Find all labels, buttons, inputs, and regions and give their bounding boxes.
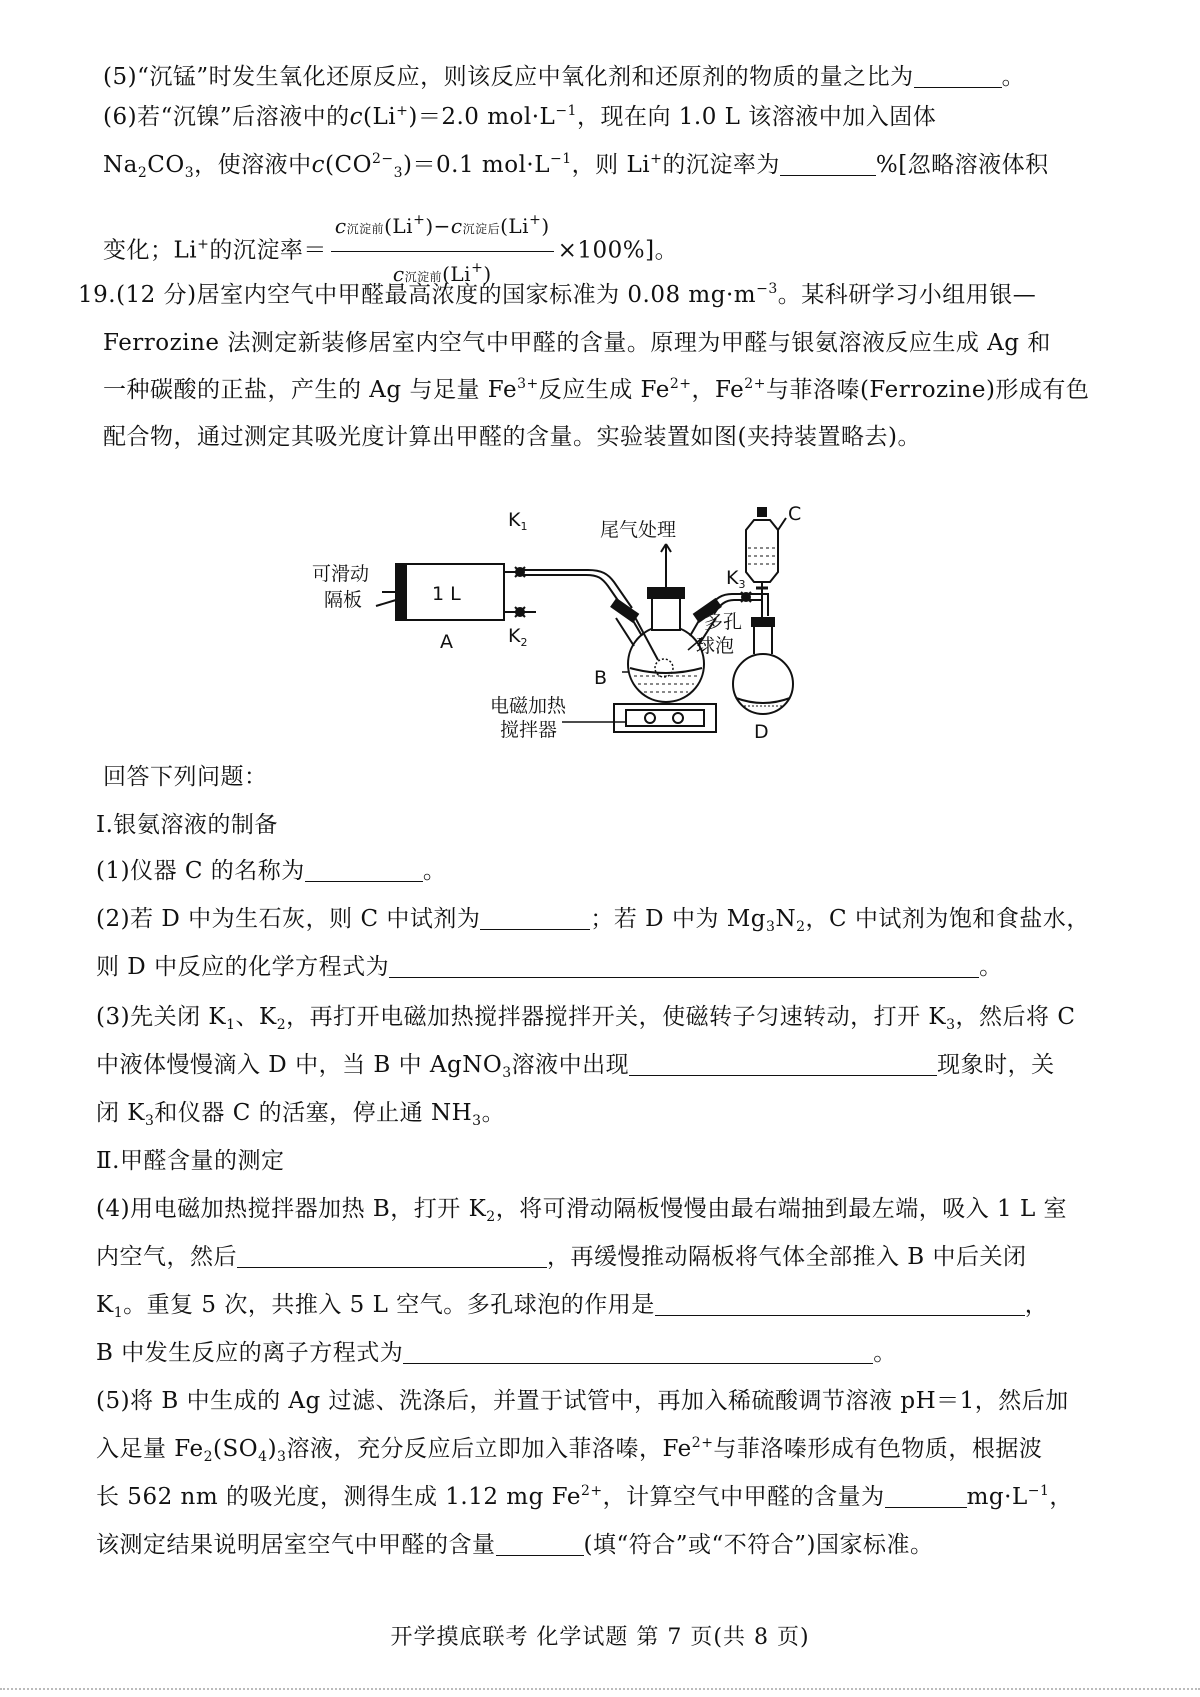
answer-blank (780, 153, 876, 176)
section-1-heading: Ⅰ.银氨溶液的制备 (96, 812, 278, 838)
page-footer: 开学摸底联考 化学试题 第 7 页(共 8 页) (390, 1625, 810, 1650)
label-porous-2: 球泡 (696, 635, 735, 657)
s2q4-line-2: 内空气，然后 ，再缓慢推动隔板将气体全部推入 B 中后关闭 (96, 1244, 1027, 1270)
apparatus-diagram (312, 503, 890, 743)
label-movable-2: 隔板 (324, 589, 363, 611)
s1q2-line-2: 则 D 中反应的化学方程式为 。 (96, 954, 1003, 980)
plate-leader (376, 600, 396, 606)
scan-edge (0, 1688, 1200, 1690)
funnel-c (746, 520, 778, 582)
q19-line-3: 一种碳酸的正盐，产生的 Ag 与足量 $Fe^{3+}$反应生成 $Fe^{2+}$，$Fe^{2+}$与菲洛嗪(Ferrozine)形成有色 (103, 376, 1090, 403)
q5-line: (5)“沉锰”时发生氧化还原反应，则该反应中氧化剂和还原剂的物质的量之比为 。 (103, 64, 1026, 90)
stirrer-base (614, 704, 716, 732)
porous-bulb (655, 659, 673, 677)
answer-blank (885, 1485, 967, 1508)
answer-blank (496, 1533, 584, 1556)
label-movable-1: 可滑动 (312, 563, 370, 585)
q6-line-1: (6)若“沉镍”后溶液中的c(Li+)＝2.0 $mol\cdot L^{-1}$，现在向 1.0 L 该溶液中加入固体 (103, 103, 937, 130)
stopper-center (648, 588, 684, 598)
s2q4-line-3: $K_1$。重复 5 次，共推入 5 L 空气。多孔球泡的作用是 ， (96, 1292, 1049, 1321)
s1q3-line-3: 闭 $K_3$和仪器 C 的活塞，停止通 $NH_3$。 (96, 1100, 506, 1129)
label-stirrer-2: 搅拌器 (500, 719, 558, 741)
q19-line-4: 配合物，通过测定其吸光度计算出甲醛的含量。实验装置如图(夹持装置略去)。 (103, 424, 921, 450)
label-porous-1: 多孔 (704, 611, 743, 633)
answer-blank (305, 859, 423, 882)
flask-b (628, 626, 704, 702)
label-d: D (754, 721, 769, 743)
stopper-d (752, 618, 774, 626)
s2q4-line-4: B 中发生反应的离子方程式为 。 (96, 1340, 897, 1366)
s2q5-line-2: 入足量 $Fe_2(SO_4)_3$溶液，充分反应后立即加入菲洛嗪，$Fe^{2+}$与菲洛嗪形成有色物质，根据波 (96, 1435, 1043, 1465)
s2q5-line-1: (5)将 B 中生成的 Ag 过滤、洗涤后，并置于试管中，再加入稀硫酸调节溶液 pH＝1，然后加 (96, 1388, 1069, 1414)
s2q5-line-4: 该测定结果说明居室空气中甲醛的含量 (填“符合”或“不符合”)国家标准。 (96, 1532, 934, 1558)
answer-blank (403, 1341, 873, 1364)
label-k2: $K_2$ (508, 625, 528, 649)
s1q3-line-2: 中液体慢慢滴入 D 中，当 B 中 AgNO$_3$溶液中出现 现象时，关 (96, 1052, 1055, 1081)
section-2-heading: Ⅱ.甲醛含量的测定 (96, 1148, 285, 1174)
s1q2-line-1: (2)若 D 中为生石灰，则 C 中试剂为 ；若 D 中为 $Mg_3N_2$，C 中试剂为饱和食盐水， (96, 906, 1090, 935)
label-a: A (440, 631, 453, 653)
s1q3-line-1: (3)先关闭 $K_1$、$K_2$，再打开电磁加热搅拌器搅拌开关，使磁转子匀速转动，打开 $K_3$，然后将 C (96, 1004, 1076, 1033)
label-c: C (788, 503, 802, 525)
q19-line-2: Ferrozine 法测定新装修居室内空气中甲醛的含量。原理为甲醛与银氨溶液反应生成 Ag 和 (103, 330, 1051, 356)
label-b: B (594, 667, 608, 689)
label-k1: $K_1$ (508, 509, 528, 533)
q19-line-1: 19.(12 分)居室内空气中甲醛最高浓度的国家标准为 0.08 $mg\cdot m^{-3}$。某科研学习小组用银— (78, 281, 1037, 308)
flask-d (733, 654, 793, 714)
label-stirrer-1: 电磁加热 (490, 695, 567, 717)
label-k3: $K_3$ (726, 567, 746, 591)
movable-plate (396, 564, 406, 620)
answer-blank (237, 1245, 547, 1268)
answer-blank (629, 1053, 937, 1076)
q6-line-3: 变化；Li+的沉淀率＝ $\frac{c沉淀前(Li^+)-c沉淀后(Li^+)}{c沉淀前(Li^+)}$ ×100%]。 (103, 206, 678, 297)
s1q1-line: (1)仪器 C 的名称为 。 (96, 858, 447, 884)
label-volume: 1 L (432, 583, 461, 605)
answer-blank (914, 65, 1002, 88)
s2q4-line-1: (4)用电磁加热搅拌器加热 B，打开 $K_2$，将可滑动隔板慢慢由最右端抽到最左端，吸入 1 L 室 (96, 1196, 1068, 1225)
label-tail-gas: 尾气处理 (600, 519, 677, 541)
answer-blank (655, 1293, 1025, 1316)
answer-blank (480, 907, 590, 930)
stopper-left (611, 599, 637, 621)
answer-blank (389, 955, 979, 978)
answer-prompt: 回答下列问题： (103, 764, 268, 790)
q6-line-2: $Na_2CO_3$，使溶液中$c(CO^{2-}_3)=0.1$ $mol\cdot L^{-1}$，则 Li+的沉淀率为 %[忽略溶液体积 (103, 151, 1049, 181)
funnel-stopper (758, 508, 766, 516)
precipitation-rate-fraction: $\frac{c沉淀前(Li^+)-c沉淀后(Li^+)}{c沉淀前(Li^+)}$ (331, 206, 554, 297)
s2q5-line-3: 长 562 nm 的吸光度，测得生成 1.12 mg $Fe^{2+}$，计算空气中甲醛的含量为 $mg\cdot L^{-1}$， (96, 1483, 1073, 1510)
